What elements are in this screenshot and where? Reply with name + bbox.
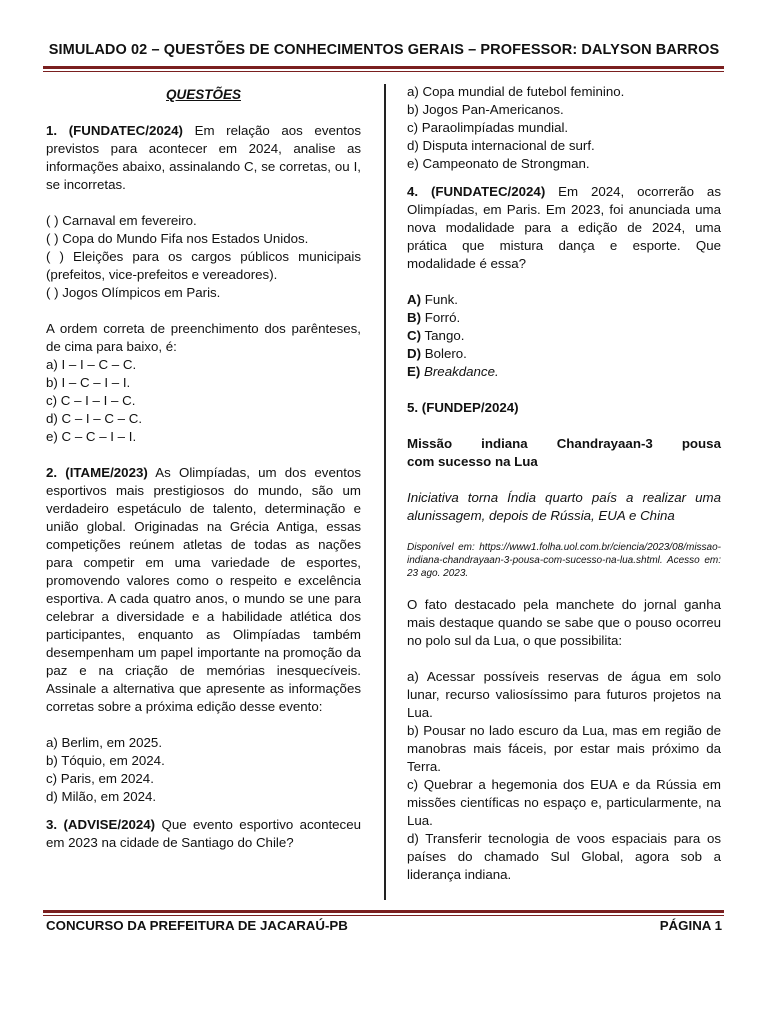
question-2-text: As Olimpíadas, um dos eventos esportivos mais prestigiosos do mundo, são um verdadeiro espetáculo de talento, determinação e união global. Originadas na Grécia Antiga, essas competições reúnem atletas de todas as nações para competir em uma variedade de esportes, promovendo valores como o respeito e excelência esportiva. A cada quatro anos, o mundo se une para celebrar a diversidade e a habilidade atlética dos participantes, enquanto as Olimpíadas também desempenham um papel importante na promoção da paz e na criação de memórias inesquecíveis. Assinale a alternativa que apresente as informações corretas sobre a próxima edição desse evento: — [46, 465, 361, 714]
column-divider — [384, 84, 386, 900]
question-4-number: 4. (FUNDATEC/2024) — [407, 184, 546, 199]
question-1-item: ( ) Carnaval em fevereiro. — [46, 213, 197, 228]
headline-word: indiana — [481, 436, 528, 451]
question-1-option: d) C – I – C – C. — [46, 411, 143, 426]
question-1-option: a) I – I – C – C. — [46, 357, 137, 372]
question-2-option: c) Paris, em 2024. — [46, 771, 154, 786]
option-text: Bolero. — [424, 346, 467, 361]
question-5-option: c) Quebrar a hegemonia dos EUA e da Rússia em missões científicas no espaço e, particularmente, na Lua. — [407, 777, 721, 828]
option-letter: E) — [407, 364, 421, 379]
footer-contest-name: CONCURSO DA PREFEITURA DE JACARAÚ-PB — [46, 918, 348, 933]
option-text: Tango. — [424, 328, 465, 343]
question-3-option: b) Jogos Pan-Americanos. — [407, 102, 564, 117]
question-5-stem: O fato destacado pela manchete do jornal ganha mais destaque quando se sabe que o pouso ocorreu no polo sul da Lua, o que possibilita: — [407, 597, 721, 648]
page-header-title: SIMULADO 02 – QUESTÕES DE CONHECIMENTOS GERAIS – PROFESSOR: DALYSON BARROS — [48, 42, 720, 58]
question-4-option — [407, 327, 721, 345]
question-1-number: 1. (FUNDATEC/2024) — [46, 123, 183, 138]
question-2-stem — [46, 464, 361, 716]
question-1-item: ( ) Eleições para os cargos públicos municipais (prefeitos, vice-prefeitos e vereadores). — [46, 249, 361, 282]
question-4-option — [407, 309, 721, 327]
header-rule — [43, 66, 724, 72]
question-2-number: 2. (ITAME/2023) — [46, 465, 148, 480]
question-2-option: d) Milão, em 2024. — [46, 789, 157, 804]
news-source: Disponível em: https://www1.folha.uol.com.br/ciencia/2023/08/missao-indiana-chandrayaan-3-pousa-com-sucesso-na-lua.shtml. Acesso em: 23 ago. 2023. — [407, 542, 721, 579]
news-headline-line-1 — [407, 435, 721, 453]
question-1-option: e) C – C – I – I. — [46, 429, 137, 444]
question-3-option: c) Paraolimpíadas mundial. — [407, 120, 569, 135]
question-5-number-text: 5. (FUNDEP/2024) — [407, 400, 519, 415]
question-3-option: e) Campeonato de Strongman. — [407, 156, 590, 171]
question-1-option: c) C – I – I – C. — [46, 393, 136, 408]
question-3-option: d) Disputa internacional de surf. — [407, 138, 595, 153]
question-1-item: ( ) Copa do Mundo Fifa nos Estados Unidos. — [46, 231, 309, 246]
question-4-option — [407, 363, 721, 381]
question-1-prompt: A ordem correta de preenchimento dos parênteses, de cima para baixo, é: — [46, 321, 361, 354]
question-5-option: a) Acessar possíveis reservas de água em solo lunar, recurso valiosíssimo para futuros projetos na Lua. — [407, 669, 721, 720]
question-4-option — [407, 345, 721, 363]
question-1-text: Em relação aos eventos previstos para acontecer em 2024, analise as informações abaixo, assinalando C, se corretas, ou I, se incorretas. — [46, 123, 362, 192]
question-3-number: 3. (ADVISE/2024) — [46, 817, 156, 832]
footer-rule — [43, 910, 724, 916]
option-text: Forró. — [424, 310, 461, 325]
option-letter: B) — [407, 310, 422, 325]
option-letter: C) — [407, 328, 422, 343]
question-2-option: b) Tóquio, em 2024. — [46, 753, 165, 768]
question-2-option: a) Berlim, em 2025. — [46, 735, 163, 750]
question-3-stem — [46, 816, 361, 852]
left-column — [46, 86, 361, 852]
question-4-stem — [407, 183, 721, 273]
question-5-option: d) Transferir tecnologia de voos espaciais para os países do chamado Sul Global, agora sob a liderança indiana. — [407, 831, 721, 882]
option-letter: D) — [407, 346, 422, 361]
news-subheadline: Iniciativa torna Índia quarto país a realizar uma alunissagem, depois de Rússia, EUA e China — [407, 490, 721, 523]
option-text: Breakdance. — [424, 364, 499, 379]
headline-word: Chandrayaan-3 — [556, 436, 653, 451]
question-5-number — [407, 399, 721, 417]
question-3-option: a) Copa mundial de futebol feminino. — [407, 84, 625, 99]
question-1-item: ( ) Jogos Olímpicos em Paris. — [46, 285, 221, 300]
question-4-text: Em 2024, ocorrerão as Olimpíadas, em Paris. Em 2023, foi anunciada uma nova modalidade para a edição de 2024, uma prática que mistura dança e esporte. Que modalidade é essa? — [407, 184, 721, 271]
option-letter: A) — [407, 292, 422, 307]
right-column — [407, 83, 721, 884]
footer-page-number: PÁGINA 1 — [659, 918, 722, 933]
section-title: QUESTÕES — [165, 87, 241, 102]
headline-word: pousa — [681, 436, 721, 451]
question-3-text: Que evento esportivo aconteceu em 2023 na cidade de Santiago do Chile? — [46, 817, 361, 850]
question-1-option: b) I – C – I – I. — [46, 375, 131, 390]
headline-word: Missão — [407, 436, 453, 451]
question-4-option — [407, 291, 721, 309]
question-5-option: b) Pousar no lado escuro da Lua, mas em região de manobras mais fáceis, por estar mais próximo da Terra. — [407, 723, 721, 774]
news-headline-line-2: com sucesso na Lua — [407, 454, 538, 469]
question-1-stem — [46, 122, 361, 194]
option-text: Funk. — [424, 292, 458, 307]
